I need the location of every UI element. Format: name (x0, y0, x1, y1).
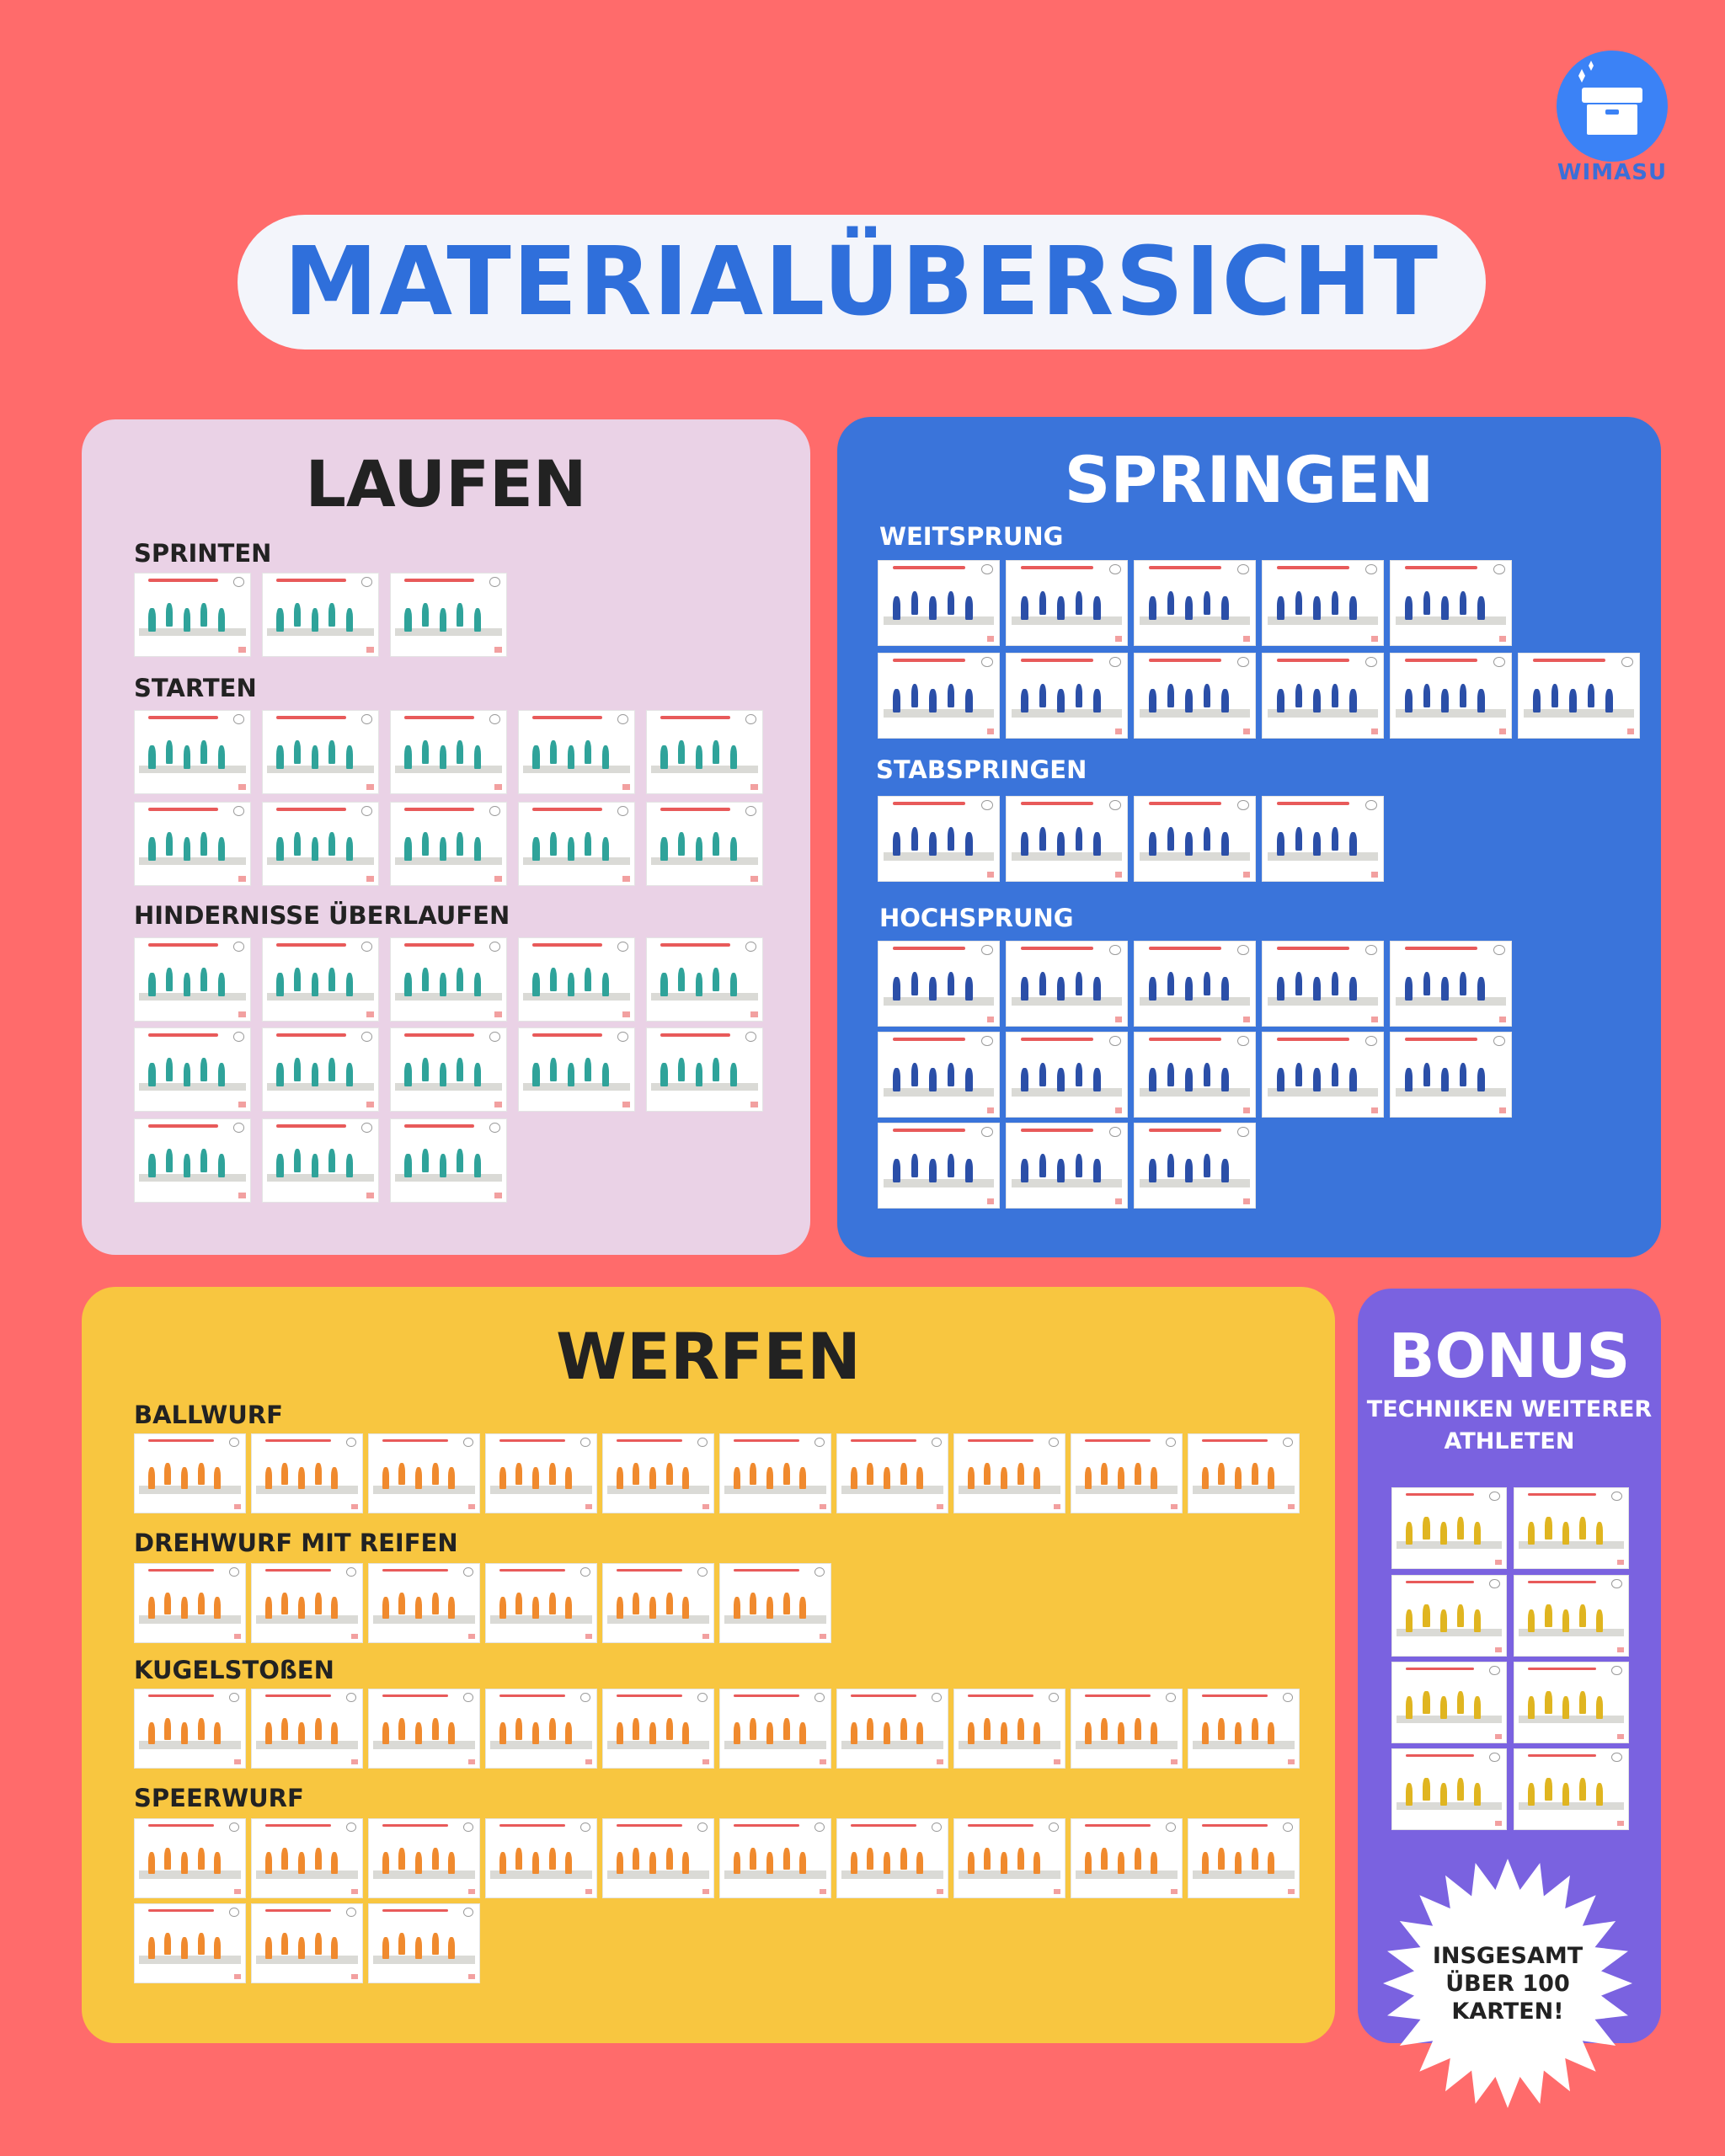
bonus-title: BONUS (1388, 1321, 1631, 1391)
speerwurf-card-r2-3 (368, 1903, 480, 1983)
kugelstossen-card-10 (1188, 1689, 1300, 1769)
section-drehwurf: DREHWURF MIT REIFEN (134, 1529, 458, 1557)
speerwurf-card-r2-2 (251, 1903, 363, 1983)
ballwurf-card-4 (485, 1433, 597, 1513)
brand-logo (1557, 51, 1668, 185)
drehwurf-card-2 (251, 1563, 363, 1643)
storage-box-icon (1557, 51, 1668, 162)
ballwurf-card-3 (368, 1433, 480, 1513)
sprinten-card-1 (134, 573, 251, 657)
drehwurf-card-1 (134, 1563, 246, 1643)
ballwurf-card-7 (836, 1433, 948, 1513)
springen-panel (837, 417, 1661, 1257)
kugelstossen-card-9 (1071, 1689, 1183, 1769)
hochsprung-card-r1-4 (1262, 941, 1384, 1027)
section-ballwurf: BALLWURF (134, 1401, 283, 1429)
bonus-card-r1-1 (1391, 1487, 1507, 1569)
bonus-card-r3-2 (1514, 1662, 1629, 1743)
ballwurf-card-10 (1188, 1433, 1300, 1513)
ballwurf-card-5 (602, 1433, 714, 1513)
bonus-card-r2-2 (1514, 1575, 1629, 1657)
kugelstossen-card-1 (134, 1689, 246, 1769)
hindernis-card-r1-1 (134, 937, 251, 1022)
hindernis-card-r3-2 (262, 1118, 379, 1203)
drehwurf-card-3 (368, 1563, 480, 1643)
speerwurf-card-r1-7 (836, 1818, 948, 1898)
hochsprung-card-r2-1 (878, 1032, 1000, 1118)
hochsprung-card-r1-2 (1006, 941, 1128, 1027)
section-kugelstossen: KUGELSTOßEN (134, 1656, 334, 1684)
section-sprinten: SPRINTEN (134, 539, 272, 568)
drehwurf-card-6 (719, 1563, 831, 1643)
kugelstossen-card-3 (368, 1689, 480, 1769)
kugelstossen-card-7 (836, 1689, 948, 1769)
stabspringen-card-4 (1262, 796, 1384, 882)
speerwurf-card-r1-5 (602, 1818, 714, 1898)
weitsprung-card-r1-5 (1390, 560, 1512, 646)
ballwurf-card-2 (251, 1433, 363, 1513)
sprinten-card-2 (262, 573, 379, 657)
hindernis-card-r2-2 (262, 1027, 379, 1112)
hochsprung-card-r3-2 (1006, 1123, 1128, 1209)
springen-title: SPRINGEN (1064, 442, 1434, 517)
section-stabspringen: STABSPRINGEN (876, 755, 1087, 784)
drehwurf-card-5 (602, 1563, 714, 1643)
speerwurf-card-r1-6 (719, 1818, 831, 1898)
sprinten-card-3 (390, 573, 507, 657)
hochsprung-card-r1-1 (878, 941, 1000, 1027)
ballwurf-card-1 (134, 1433, 246, 1513)
starten-card-r1-4 (518, 710, 635, 794)
ballwurf-card-8 (953, 1433, 1065, 1513)
starten-card-r1-3 (390, 710, 507, 794)
kugelstossen-card-4 (485, 1689, 597, 1769)
stabspringen-card-1 (878, 796, 1000, 882)
bonus-subtitle-line1: TECHNIKEN WEITERER (1366, 1396, 1653, 1422)
laufen-title: LAUFEN (305, 446, 587, 521)
hochsprung-card-r2-2 (1006, 1032, 1128, 1118)
hindernis-card-r3-1 (134, 1118, 251, 1203)
bonus-card-r1-2 (1514, 1487, 1629, 1569)
speerwurf-card-r1-9 (1071, 1818, 1183, 1898)
starten-card-r1-2 (262, 710, 379, 794)
laufen-panel (82, 419, 810, 1255)
burst-line1: INSGESAMT (1432, 1942, 1583, 1969)
speerwurf-card-r1-3 (368, 1818, 480, 1898)
ballwurf-card-9 (1071, 1433, 1183, 1513)
starburst-text (1381, 1857, 1634, 2110)
section-hindernisse: HINDERNISSE ÜBERLAUFEN (134, 901, 510, 930)
speerwurf-card-r1-10 (1188, 1818, 1300, 1898)
brand-name: WIMASU (1557, 160, 1668, 185)
section-speerwurf: SPEERWURF (134, 1784, 304, 1812)
speerwurf-card-r1-8 (953, 1818, 1065, 1898)
kugelstossen-card-5 (602, 1689, 714, 1769)
kugelstossen-card-8 (953, 1689, 1065, 1769)
hindernis-card-r3-3 (390, 1118, 507, 1203)
page-title: MATERIALÜBERSICHT (283, 227, 1440, 337)
stabspringen-card-2 (1006, 796, 1128, 882)
hochsprung-card-r3-1 (878, 1123, 1000, 1209)
weitsprung-card-r2-1 (878, 653, 1000, 739)
hochsprung-card-r1-3 (1134, 941, 1256, 1027)
hindernis-card-r1-4 (518, 937, 635, 1022)
hindernis-card-r2-5 (646, 1027, 763, 1112)
hochsprung-card-r3-3 (1134, 1123, 1256, 1209)
hindernis-card-r1-5 (646, 937, 763, 1022)
weitsprung-card-r2-4 (1262, 653, 1384, 739)
weitsprung-card-r2-5 (1390, 653, 1512, 739)
bonus-subtitle-line2: ATHLETEN (1444, 1428, 1575, 1454)
hindernis-card-r1-2 (262, 937, 379, 1022)
bonus-card-r2-1 (1391, 1575, 1507, 1657)
starten-card-r1-5 (646, 710, 763, 794)
bonus-card-r4-2 (1514, 1748, 1629, 1830)
hochsprung-card-r2-3 (1134, 1032, 1256, 1118)
weitsprung-card-r2-2 (1006, 653, 1128, 739)
burst-line3: KARTEN! (1451, 1998, 1564, 2025)
kugelstossen-card-6 (719, 1689, 831, 1769)
hindernis-card-r2-3 (390, 1027, 507, 1112)
starten-card-r1-1 (134, 710, 251, 794)
section-hochsprung: HOCHSPRUNG (879, 904, 1074, 932)
stabspringen-card-3 (1134, 796, 1256, 882)
hochsprung-card-r1-5 (1390, 941, 1512, 1027)
kugelstossen-card-2 (251, 1689, 363, 1769)
starten-card-r2-3 (390, 802, 507, 886)
speerwurf-card-r2-1 (134, 1903, 246, 1983)
starten-card-r2-2 (262, 802, 379, 886)
section-weitsprung: WEITSPRUNG (879, 522, 1064, 551)
werfen-panel (82, 1287, 1335, 2043)
ballwurf-card-6 (719, 1433, 831, 1513)
card-count-starburst (1381, 1857, 1634, 2110)
hindernis-card-r2-4 (518, 1027, 635, 1112)
speerwurf-card-r1-1 (134, 1818, 246, 1898)
werfen-title: WERFEN (556, 1319, 861, 1394)
sparkle-icon (1578, 61, 1594, 83)
speerwurf-card-r1-4 (485, 1818, 597, 1898)
weitsprung-card-r1-4 (1262, 560, 1384, 646)
hindernis-card-r2-1 (134, 1027, 251, 1112)
bonus-card-r4-1 (1391, 1748, 1507, 1830)
weitsprung-card-r1-1 (878, 560, 1000, 646)
title-banner (238, 215, 1486, 350)
hochsprung-card-r2-4 (1262, 1032, 1384, 1118)
section-starten: STARTEN (134, 674, 257, 702)
starten-card-r2-5 (646, 802, 763, 886)
burst-line2: ÜBER 100 (1445, 1970, 1570, 1997)
weitsprung-card-r2-3 (1134, 653, 1256, 739)
starten-card-r2-4 (518, 802, 635, 886)
drehwurf-card-4 (485, 1563, 597, 1643)
starten-card-r2-1 (134, 802, 251, 886)
bonus-card-r3-1 (1391, 1662, 1507, 1743)
weitsprung-card-r2-6 (1518, 653, 1640, 739)
hochsprung-card-r2-5 (1390, 1032, 1512, 1118)
weitsprung-card-r1-3 (1134, 560, 1256, 646)
hindernis-card-r1-3 (390, 937, 507, 1022)
speerwurf-card-r1-2 (251, 1818, 363, 1898)
weitsprung-card-r1-2 (1006, 560, 1128, 646)
